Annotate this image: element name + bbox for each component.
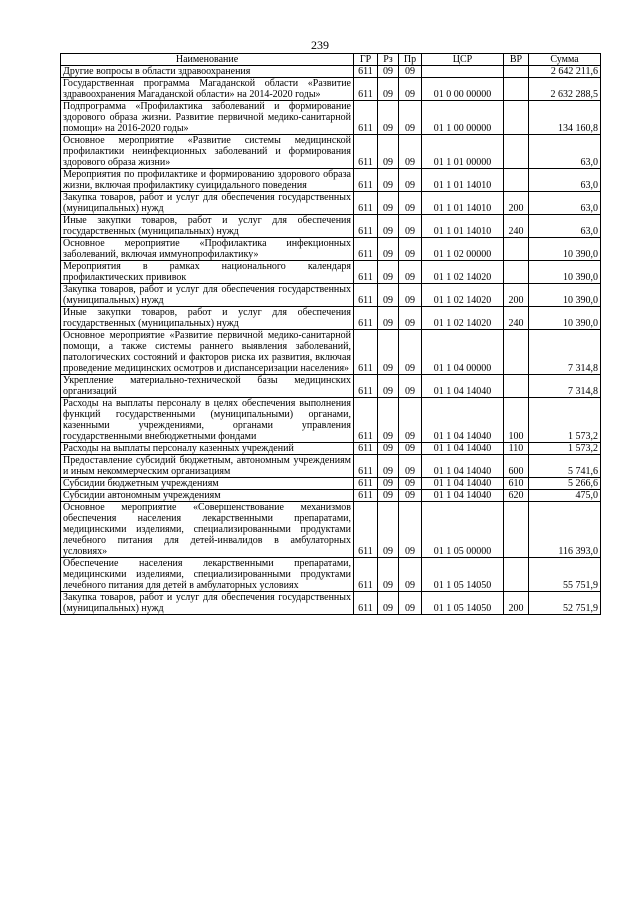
cell-vr xyxy=(504,135,529,169)
cell-csr: 01 0 00 00000 xyxy=(422,78,504,101)
cell-gr: 611 xyxy=(354,375,378,398)
cell-vr xyxy=(504,502,529,558)
cell-pr: 09 xyxy=(399,307,422,330)
cell-name: Иные закупки товаров, работ и услуг для обеспечения государственных (муниципальных) нужд xyxy=(61,215,354,238)
table-row xyxy=(61,78,601,101)
cell-rz: 09 xyxy=(378,307,399,330)
cell-csr: 01 1 05 14050 xyxy=(422,558,504,592)
cell-rz: 09 xyxy=(378,261,399,284)
cell-name: Субсидии автономным учреждениям xyxy=(61,490,354,502)
cell-csr: 01 1 01 14010 xyxy=(422,169,504,192)
table-row xyxy=(61,398,601,443)
cell-name: Субсидии бюджетным учреждениям xyxy=(61,478,354,490)
cell-pr: 09 xyxy=(399,398,422,443)
cell-name: Основное мероприятие «Профилактика инфекционных заболеваний, включая иммунопрофилактику» xyxy=(61,238,354,261)
cell-vr xyxy=(504,101,529,135)
cell-vr: 200 xyxy=(504,592,529,615)
cell-name: Иные закупки товаров, работ и услуг для обеспечения государственных (муниципальных) нужд xyxy=(61,307,354,330)
cell-pr: 09 xyxy=(399,375,422,398)
table-row xyxy=(61,455,601,478)
cell-gr: 611 xyxy=(354,284,378,307)
cell-sum: 1 573,2 xyxy=(529,443,601,455)
table-row xyxy=(61,135,601,169)
cell-name: Укрепление материально-технической базы медицинских организаций xyxy=(61,375,354,398)
table-row xyxy=(61,592,601,615)
cell-name: Государственная программа Магаданской области «Развитие здравоохранения Магаданской области» на 2014-2020 годы» xyxy=(61,78,354,101)
cell-gr: 611 xyxy=(354,478,378,490)
table-row xyxy=(61,490,601,502)
cell-pr: 09 xyxy=(399,66,422,78)
cell-csr: 01 1 04 14040 xyxy=(422,375,504,398)
cell-rz: 09 xyxy=(378,284,399,307)
header-vr: ВР xyxy=(504,54,529,66)
cell-rz: 09 xyxy=(378,101,399,135)
table-row xyxy=(61,66,601,78)
cell-vr xyxy=(504,261,529,284)
cell-vr xyxy=(504,238,529,261)
cell-csr: 01 1 04 14040 xyxy=(422,490,504,502)
cell-gr: 611 xyxy=(354,135,378,169)
cell-rz: 09 xyxy=(378,238,399,261)
cell-pr: 09 xyxy=(399,455,422,478)
cell-sum: 10 390,0 xyxy=(529,261,601,284)
cell-name: Расходы на выплаты персоналу казенных учреждений xyxy=(61,443,354,455)
cell-gr: 611 xyxy=(354,78,378,101)
cell-csr: 01 1 02 00000 xyxy=(422,238,504,261)
table-row xyxy=(61,215,601,238)
cell-csr: 01 1 04 00000 xyxy=(422,330,504,375)
cell-pr: 09 xyxy=(399,215,422,238)
cell-name: Расходы на выплаты персоналу в целях обеспечения выполнения функций государственными (муниципальными) органами, казенными учреждениями, органами управления государственными внебюджетными фондами xyxy=(61,398,354,443)
cell-name: Предоставление субсидий бюджетным, автономным учреждениям и иным некоммерческим организациям xyxy=(61,455,354,478)
cell-pr: 09 xyxy=(399,135,422,169)
cell-csr: 01 1 01 00000 xyxy=(422,135,504,169)
cell-gr: 611 xyxy=(354,330,378,375)
cell-csr: 01 1 02 14020 xyxy=(422,284,504,307)
cell-name: Мероприятия по профилактике и формированию здорового образа жизни, включая профилактику суицидального поведения xyxy=(61,169,354,192)
budget-table xyxy=(60,53,601,615)
cell-sum: 63,0 xyxy=(529,215,601,238)
cell-pr: 09 xyxy=(399,330,422,375)
cell-sum: 10 390,0 xyxy=(529,307,601,330)
cell-gr: 611 xyxy=(354,502,378,558)
header-rz: Рз xyxy=(378,54,399,66)
cell-vr xyxy=(504,169,529,192)
table-row xyxy=(61,238,601,261)
cell-gr: 611 xyxy=(354,238,378,261)
table-row xyxy=(61,443,601,455)
cell-csr: 01 1 04 14040 xyxy=(422,443,504,455)
cell-vr xyxy=(504,558,529,592)
cell-rz: 09 xyxy=(378,478,399,490)
table-row xyxy=(61,330,601,375)
cell-rz: 09 xyxy=(378,169,399,192)
cell-vr: 110 xyxy=(504,443,529,455)
cell-sum: 10 390,0 xyxy=(529,284,601,307)
cell-rz: 09 xyxy=(378,455,399,478)
cell-pr: 09 xyxy=(399,443,422,455)
cell-vr: 200 xyxy=(504,284,529,307)
cell-name: Основное мероприятие «Совершенствование механизмов обеспечения населения лекарственными препаратами, медицинскими изделиями, специализированными продуктами лечебного питания для детей-инвалидов в амбулаторных условиях» xyxy=(61,502,354,558)
cell-sum: 2 632 288,5 xyxy=(529,78,601,101)
cell-csr: 01 1 02 14020 xyxy=(422,261,504,284)
cell-pr: 09 xyxy=(399,502,422,558)
table-header-row xyxy=(61,54,601,66)
cell-sum: 2 642 211,6 xyxy=(529,66,601,78)
cell-sum: 10 390,0 xyxy=(529,238,601,261)
cell-csr: 01 1 05 14050 xyxy=(422,592,504,615)
cell-name: Закупка товаров, работ и услуг для обеспечения государственных (муниципальных) нужд xyxy=(61,592,354,615)
cell-csr: 01 1 04 14040 xyxy=(422,455,504,478)
cell-vr: 200 xyxy=(504,192,529,215)
cell-sum: 116 393,0 xyxy=(529,502,601,558)
cell-rz: 09 xyxy=(378,78,399,101)
header-gr: ГР xyxy=(354,54,378,66)
cell-gr: 611 xyxy=(354,443,378,455)
cell-pr: 09 xyxy=(399,101,422,135)
table-row xyxy=(61,502,601,558)
cell-gr: 611 xyxy=(354,398,378,443)
cell-csr: 01 1 02 14020 xyxy=(422,307,504,330)
cell-gr: 611 xyxy=(354,307,378,330)
cell-rz: 09 xyxy=(378,490,399,502)
cell-rz: 09 xyxy=(378,443,399,455)
cell-vr: 610 xyxy=(504,478,529,490)
cell-sum: 55 751,9 xyxy=(529,558,601,592)
cell-pr: 09 xyxy=(399,592,422,615)
cell-pr: 09 xyxy=(399,261,422,284)
page-number: 239 xyxy=(311,38,329,52)
header-sum: Сумма xyxy=(529,54,601,66)
table-row xyxy=(61,169,601,192)
cell-name: Основное мероприятие «Развитие первичной медико-санитарной помощи, а также системы раннего выявления заболеваний, патологических состояний и факторов риска их развития, включая проведение медицинских осмотров и диспансеризации населения» xyxy=(61,330,354,375)
cell-vr xyxy=(504,78,529,101)
cell-rz: 09 xyxy=(378,330,399,375)
cell-gr: 611 xyxy=(354,592,378,615)
cell-csr: 01 1 04 14040 xyxy=(422,398,504,443)
cell-gr: 611 xyxy=(354,101,378,135)
table-row xyxy=(61,261,601,284)
cell-sum: 1 573,2 xyxy=(529,398,601,443)
cell-pr: 09 xyxy=(399,78,422,101)
table-row xyxy=(61,375,601,398)
cell-pr: 09 xyxy=(399,192,422,215)
cell-sum: 63,0 xyxy=(529,169,601,192)
cell-csr xyxy=(422,66,504,78)
cell-vr xyxy=(504,330,529,375)
table-row xyxy=(61,284,601,307)
cell-rz: 09 xyxy=(378,398,399,443)
cell-csr: 01 1 01 14010 xyxy=(422,192,504,215)
cell-sum: 52 751,9 xyxy=(529,592,601,615)
cell-rz: 09 xyxy=(378,502,399,558)
cell-rz: 09 xyxy=(378,592,399,615)
cell-name: Обеспечение населения лекарственными препаратами, медицинскими изделиями, специализированными продуктами лечебного питания для детей в амбулаторных условиях xyxy=(61,558,354,592)
cell-name: Закупка товаров, работ и услуг для обеспечения государственных (муниципальных) нужд xyxy=(61,284,354,307)
cell-sum: 63,0 xyxy=(529,135,601,169)
cell-pr: 09 xyxy=(399,284,422,307)
cell-name: Мероприятия в рамках национального календаря профилактических прививок xyxy=(61,261,354,284)
cell-pr: 09 xyxy=(399,169,422,192)
cell-gr: 611 xyxy=(354,558,378,592)
table-row xyxy=(61,192,601,215)
cell-sum: 134 160,8 xyxy=(529,101,601,135)
cell-name: Подпрограмма «Профилактика заболеваний и формирование здорового образа жизни. Развитие первичной медико-санитарной помощи» на 2016-2020 годы» xyxy=(61,101,354,135)
table-body xyxy=(61,66,601,615)
table-row xyxy=(61,558,601,592)
cell-pr: 09 xyxy=(399,558,422,592)
table-row xyxy=(61,307,601,330)
table-row xyxy=(61,478,601,490)
cell-vr: 240 xyxy=(504,215,529,238)
cell-rz: 09 xyxy=(378,375,399,398)
cell-rz: 09 xyxy=(378,135,399,169)
cell-gr: 611 xyxy=(354,192,378,215)
cell-pr: 09 xyxy=(399,238,422,261)
cell-gr: 611 xyxy=(354,169,378,192)
cell-vr xyxy=(504,375,529,398)
cell-rz: 09 xyxy=(378,66,399,78)
cell-csr: 01 1 04 14040 xyxy=(422,478,504,490)
cell-sum: 7 314,8 xyxy=(529,375,601,398)
cell-name: Закупка товаров, работ и услуг для обеспечения государственных (муниципальных) нужд xyxy=(61,192,354,215)
cell-pr: 09 xyxy=(399,478,422,490)
header-csr: ЦСР xyxy=(422,54,504,66)
cell-vr: 100 xyxy=(504,398,529,443)
cell-gr: 611 xyxy=(354,215,378,238)
cell-gr: 611 xyxy=(354,455,378,478)
cell-csr: 01 1 00 00000 xyxy=(422,101,504,135)
cell-rz: 09 xyxy=(378,558,399,592)
header-name: Наименование xyxy=(61,54,354,66)
cell-vr: 240 xyxy=(504,307,529,330)
cell-gr: 611 xyxy=(354,261,378,284)
cell-csr: 01 1 05 00000 xyxy=(422,502,504,558)
cell-vr xyxy=(504,66,529,78)
cell-pr: 09 xyxy=(399,490,422,502)
cell-sum: 63,0 xyxy=(529,192,601,215)
cell-gr: 611 xyxy=(354,66,378,78)
cell-sum: 475,0 xyxy=(529,490,601,502)
cell-gr: 611 xyxy=(354,490,378,502)
cell-name: Другие вопросы в области здравоохранения xyxy=(61,66,354,78)
header-pr: Пр xyxy=(399,54,422,66)
cell-vr: 620 xyxy=(504,490,529,502)
table-row xyxy=(61,101,601,135)
cell-name: Основное мероприятие «Развитие системы медицинской профилактики неинфекционных заболеваний и формирования здорового образа жизни» xyxy=(61,135,354,169)
cell-sum: 5 266,6 xyxy=(529,478,601,490)
cell-sum: 7 314,8 xyxy=(529,330,601,375)
cell-rz: 09 xyxy=(378,192,399,215)
cell-vr: 600 xyxy=(504,455,529,478)
cell-csr: 01 1 01 14010 xyxy=(422,215,504,238)
cell-rz: 09 xyxy=(378,215,399,238)
cell-sum: 5 741,6 xyxy=(529,455,601,478)
